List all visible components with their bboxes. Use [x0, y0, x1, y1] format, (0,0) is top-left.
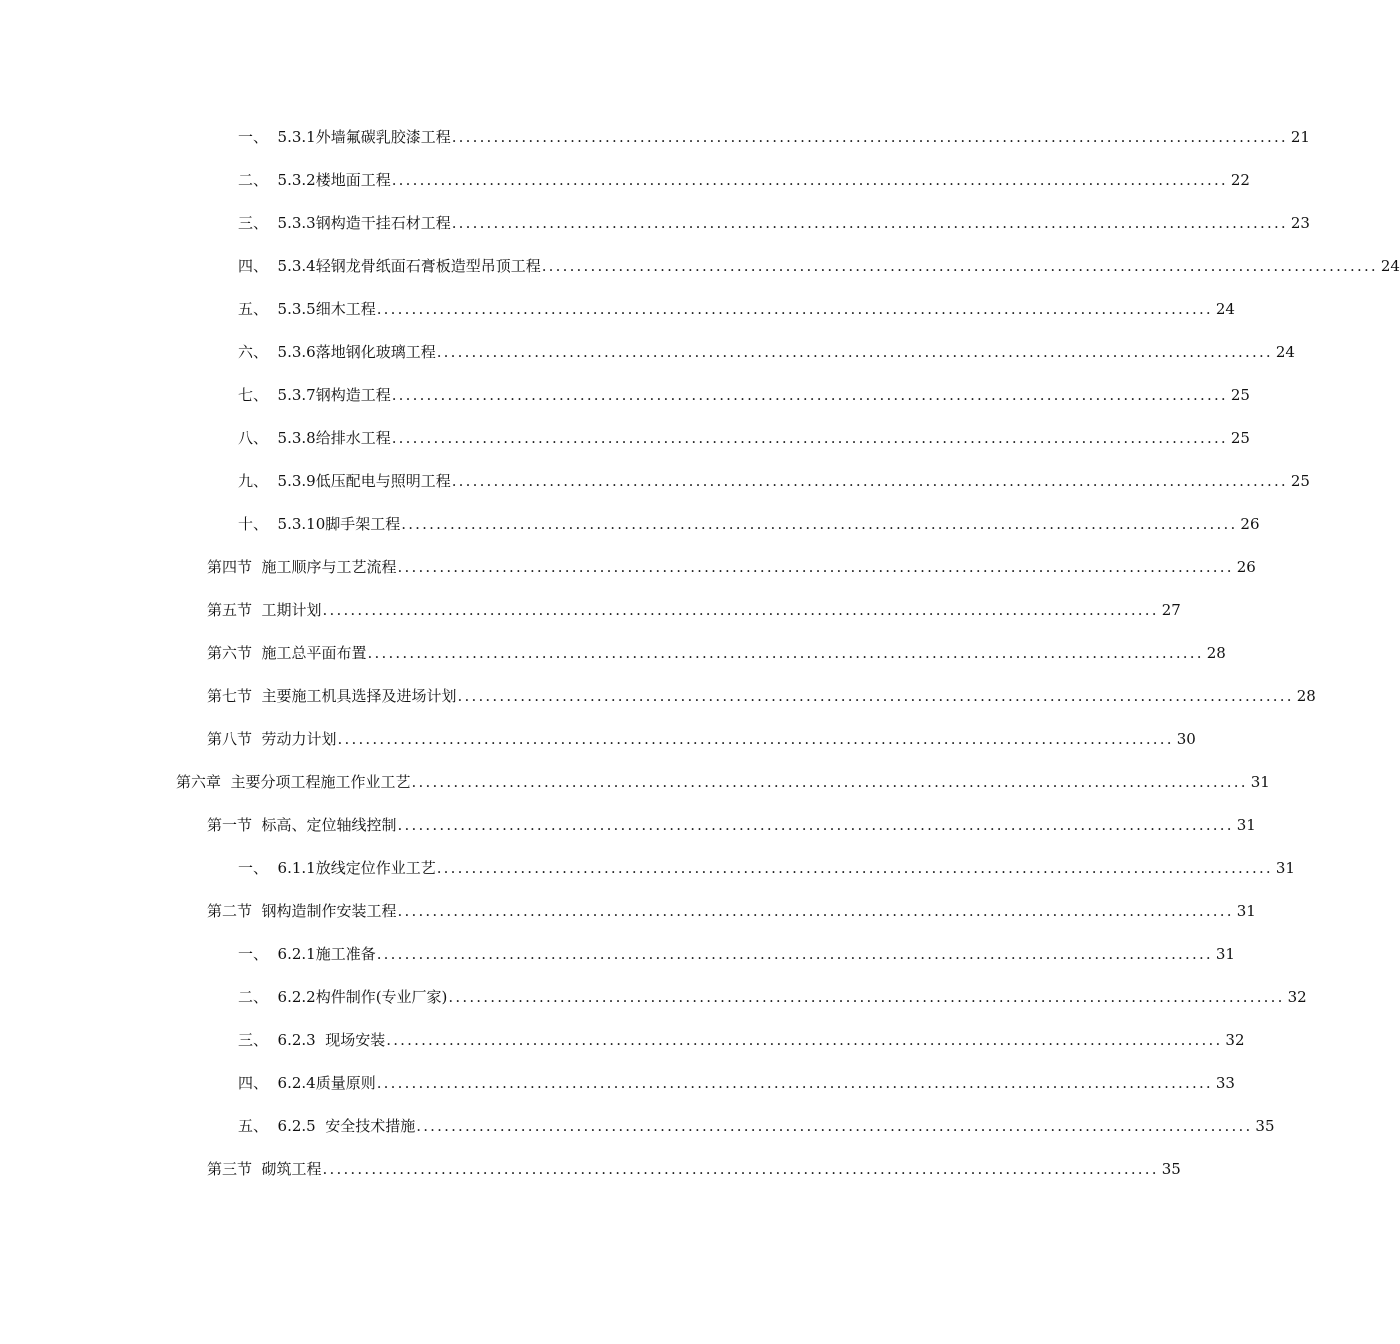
toc-entry[interactable]: [0, 1104, 1275, 1147]
toc-leader-dots: ........................................................................................................................: [367, 643, 1204, 662]
toc-leader-dots: ........................................................................................................................: [416, 1116, 1253, 1135]
toc-entry-title: 一、 6.2.1施工准备: [238, 945, 376, 963]
toc-entry[interactable]: [0, 975, 1307, 1018]
toc-entry[interactable]: [0, 115, 1310, 158]
toc-page-number: 24: [1215, 299, 1235, 318]
toc-leader-dots: ........................................................................................................................: [397, 815, 1234, 834]
toc-entry-title: 二、 5.3.2楼地面工程: [238, 171, 391, 189]
toc-page-number: 28: [1296, 686, 1316, 705]
toc-entry-title: 五、 6.2.5 安全技术措施: [238, 1117, 416, 1135]
toc-entry-title: 四、 6.2.4质量原则: [238, 1074, 376, 1092]
toc-leader-dots: ........................................................................................................................: [541, 256, 1378, 275]
toc-page-number: 25: [1230, 385, 1250, 404]
toc-leader-dots: ........................................................................................................................: [376, 299, 1213, 318]
toc-leader-dots: ........................................................................................................................: [401, 514, 1238, 533]
toc-entry[interactable]: [0, 158, 1250, 201]
toc-entry[interactable]: [0, 1061, 1235, 1104]
toc-leader-dots: ........................................................................................................................: [391, 385, 1228, 404]
toc-entry-title: 第七节 主要施工机具选择及进场计划: [207, 687, 457, 705]
toc-page-number: 31: [1236, 901, 1256, 920]
toc-leader-dots: ........................................................................................................................: [391, 428, 1228, 447]
toc-entry[interactable]: [0, 416, 1250, 459]
toc-entry[interactable]: [0, 287, 1235, 330]
toc-page-number: 24: [1380, 256, 1400, 275]
toc-page-number: 33: [1215, 1073, 1235, 1092]
toc-leader-dots: ........................................................................................................................: [337, 729, 1174, 748]
toc-leader-dots: ........................................................................................................................: [436, 858, 1273, 877]
toc-page-number: 31: [1250, 772, 1270, 791]
toc-entry-title: 六、 5.3.6落地钢化玻璃工程: [238, 343, 436, 361]
toc-entry[interactable]: [0, 502, 1260, 545]
toc-page-number: 32: [1287, 987, 1307, 1006]
toc-entry-title: 第四节 施工顺序与工艺流程: [207, 558, 397, 576]
toc-page-number: 26: [1236, 557, 1256, 576]
toc-entry-title: 第五节 工期计划: [207, 601, 322, 619]
toc-entry-title: 第六节 施工总平面布置: [207, 644, 367, 662]
toc-page-number: 30: [1176, 729, 1196, 748]
toc-leader-dots: ........................................................................................................................: [457, 686, 1294, 705]
toc-leader-dots: ........................................................................................................................: [376, 1073, 1213, 1092]
toc-entry-title: 第二节 钢构造制作安装工程: [207, 902, 397, 920]
toc-page-number: 35: [1161, 1159, 1181, 1178]
toc-entry[interactable]: [0, 1018, 1245, 1061]
toc-entry-title: 第八节 劳动力计划: [207, 730, 337, 748]
toc-entry[interactable]: [0, 459, 1310, 502]
toc-entry[interactable]: [0, 244, 1400, 287]
toc-entry[interactable]: [0, 846, 1295, 889]
toc-page-number: 35: [1255, 1116, 1275, 1135]
toc-entry-title: 三、 5.3.3钢构造干挂石材工程: [238, 214, 451, 232]
toc-leader-dots: ........................................................................................................................: [411, 772, 1248, 791]
toc-page-number: 21: [1290, 127, 1310, 146]
toc-entry-title: 八、 5.3.8给排水工程: [238, 429, 391, 447]
toc-entry-title: 一、 6.1.1放线定位作业工艺: [238, 859, 436, 877]
toc-leader-dots: ........................................................................................................................: [451, 471, 1288, 490]
toc-leader-dots: ........................................................................................................................: [436, 342, 1273, 361]
toc-entry[interactable]: [0, 631, 1226, 674]
toc-entry[interactable]: [0, 889, 1256, 932]
toc-entry[interactable]: [0, 201, 1310, 244]
toc-leader-dots: ........................................................................................................................: [376, 944, 1213, 963]
toc-leader-dots: ........................................................................................................................: [322, 600, 1159, 619]
toc-leader-dots: ........................................................................................................................: [451, 213, 1288, 232]
toc-entry[interactable]: [0, 932, 1235, 975]
toc-entry-title: 三、 6.2.3 现场安装: [238, 1031, 386, 1049]
toc-entry[interactable]: [0, 545, 1256, 588]
toc-page-number: 23: [1290, 213, 1310, 232]
toc-entry[interactable]: [0, 717, 1196, 760]
toc-leader-dots: ........................................................................................................................: [397, 901, 1234, 920]
toc-page-number: 26: [1240, 514, 1260, 533]
toc-entry[interactable]: [0, 588, 1181, 631]
toc-leader-dots: ........................................................................................................................: [322, 1159, 1159, 1178]
toc-page-number: 31: [1215, 944, 1235, 963]
toc-entry-title: 九、 5.3.9低压配电与照明工程: [238, 472, 451, 490]
toc-page-number: 25: [1290, 471, 1310, 490]
toc-page-number: 25: [1230, 428, 1250, 447]
toc-leader-dots: ........................................................................................................................: [391, 170, 1228, 189]
toc-page-number: 24: [1275, 342, 1295, 361]
toc-entry-title: 二、 6.2.2构件制作(专业厂家): [238, 988, 448, 1006]
toc-entry[interactable]: [0, 1147, 1181, 1190]
toc-entry[interactable]: [0, 373, 1250, 416]
toc-entry[interactable]: [0, 760, 1270, 803]
toc-entry[interactable]: [0, 674, 1316, 717]
toc-entry-title: 第六章 主要分项工程施工作业工艺: [176, 773, 411, 791]
toc-entry[interactable]: [0, 803, 1256, 846]
toc-entry-title: 第三节 砌筑工程: [207, 1160, 322, 1178]
toc-entry-title: 十、 5.3.10脚手架工程: [238, 515, 401, 533]
toc-leader-dots: ........................................................................................................................: [451, 127, 1288, 146]
toc-leader-dots: ........................................................................................................................: [386, 1030, 1223, 1049]
toc-leader-dots: ........................................................................................................................: [448, 987, 1285, 1006]
toc-page-number: 28: [1206, 643, 1226, 662]
toc-page-number: 32: [1225, 1030, 1245, 1049]
toc-entry-title: 第一节 标高、定位轴线控制: [207, 816, 397, 834]
toc-entry-title: 五、 5.3.5细木工程: [238, 300, 376, 318]
toc-page-number: 22: [1230, 170, 1250, 189]
toc-page-number: 31: [1275, 858, 1295, 877]
toc-page-number: 27: [1161, 600, 1181, 619]
toc-page-number: 31: [1236, 815, 1256, 834]
toc-leader-dots: ........................................................................................................................: [397, 557, 1234, 576]
toc-entry[interactable]: [0, 330, 1295, 373]
toc-entry-title: 一、 5.3.1外墙氟碳乳胶漆工程: [238, 128, 451, 146]
toc-entry-title: 四、 5.3.4轻钢龙骨纸面石膏板造型吊顶工程: [238, 257, 541, 275]
toc-entry-title: 七、 5.3.7钢构造工程: [238, 386, 391, 404]
table-of-contents: [0, 115, 1400, 1190]
